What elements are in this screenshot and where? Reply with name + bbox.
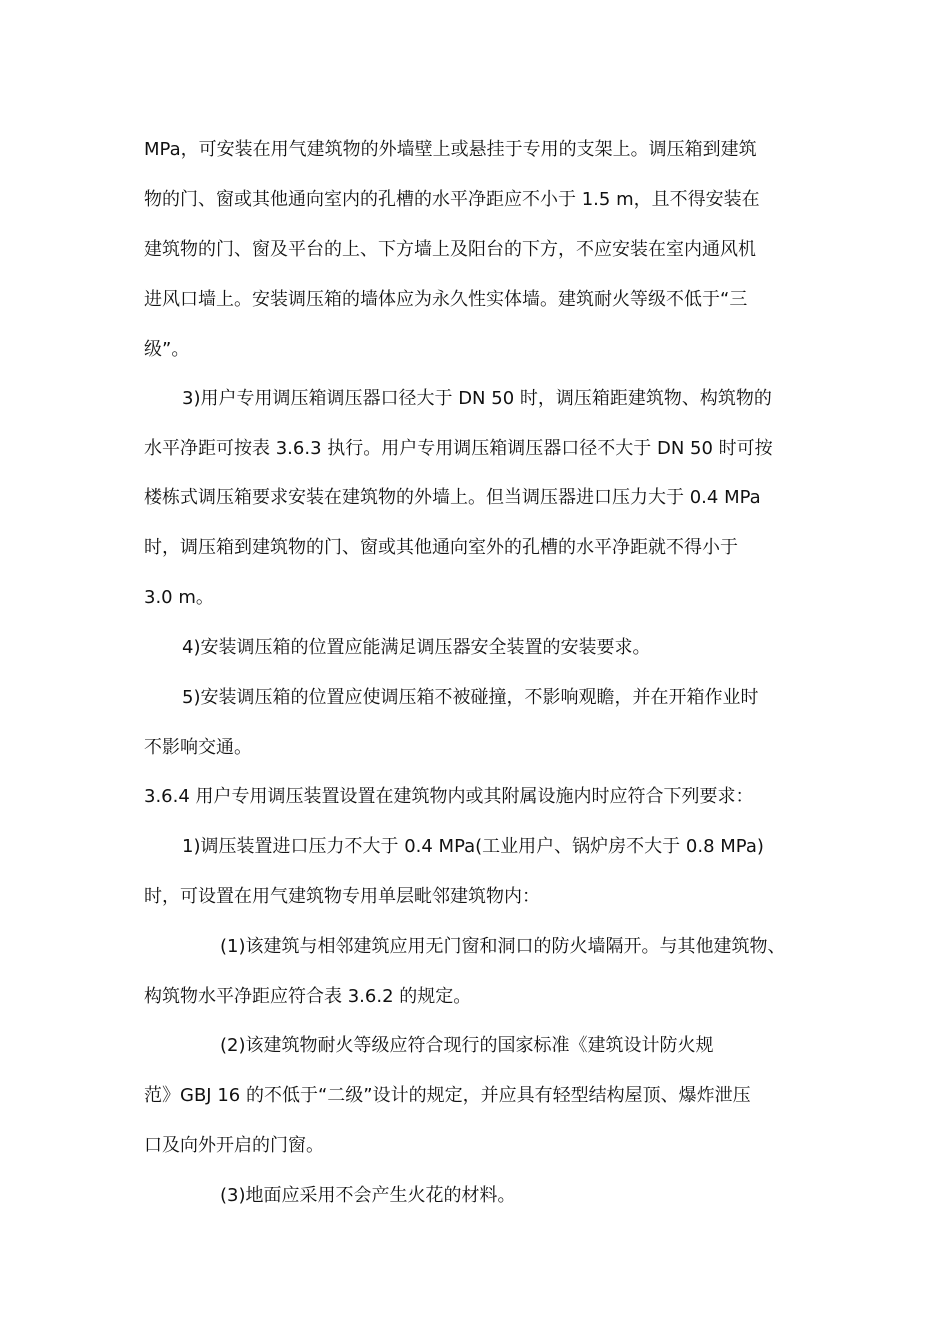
text-line: 4)安装调压箱的位置应能满足调压器安全装置的安装要求。: [182, 637, 651, 658]
text-line: 构筑物水平净距应符合表 3.6.2 的规定。: [144, 986, 472, 1007]
text-line: 进风口墙上。安装调压箱的墙体应为永久性实体墙。建筑耐火等级不低于“三: [144, 289, 748, 310]
text-line: 建筑物的门、窗及平台的上、下方墙上及阳台的下方，不应安装在室内通风机: [144, 239, 756, 260]
text-line: 口及向外开启的门窗。: [144, 1135, 324, 1156]
text-line: 水平净距可按表 3.6.3 执行。用户专用调压箱调压器口径不大于 DN 50 时可按: [144, 438, 773, 459]
text-line: MPa，可安装在用气建筑物的外墙壁上或悬挂于专用的支架上。调压箱到建筑: [144, 139, 757, 160]
text-line: 3.0 m。: [144, 587, 214, 608]
text-line: 级”。: [144, 339, 190, 360]
text-line: 楼栋式调压箱要求安装在建筑物的外墙上。但当调压器进口压力大于 0.4 MPa: [144, 487, 761, 508]
text-line: 物的门、窗或其他通向室内的孔槽的水平净距应不小于 1.5 m，且不得安装在: [144, 189, 760, 210]
text-line: 3)用户专用调压箱调压器口径大于 DN 50 时，调压箱距建筑物、构筑物的: [182, 388, 772, 409]
text-line: 时，调压箱到建筑物的门、窗或其他通向室外的孔槽的水平净距就不得小于: [144, 537, 738, 558]
text-line: (1)该建筑与相邻建筑应用无门窗和洞口的防火墙隔开。与其他建筑物、: [220, 936, 786, 957]
text-line: 5)安装调压箱的位置应使调压箱不被碰撞，不影响观瞻，并在开箱作业时: [182, 687, 759, 708]
text-line: 不影响交通。: [144, 737, 252, 758]
text-line: 范》GBJ 16 的不低于“二级”设计的规定，并应具有轻型结构屋顶、爆炸泄压: [144, 1085, 751, 1106]
text-line: (2)该建筑物耐火等级应符合现行的国家标准《建筑设计防火规: [220, 1035, 714, 1056]
text-line: 1)调压装置进口压力不大于 0.4 MPa(工业用户、锅炉房不大于 0.8 MPa): [182, 836, 764, 857]
text-line: 时，可设置在用气建筑物专用单层毗邻建筑物内：: [144, 886, 540, 907]
text-line: (3)地面应采用不会产生火花的材料。: [220, 1185, 516, 1206]
section-heading: 3.6.4 用户专用调压装置设置在建筑物内或其附属设施内时应符合下列要求：: [144, 786, 754, 807]
